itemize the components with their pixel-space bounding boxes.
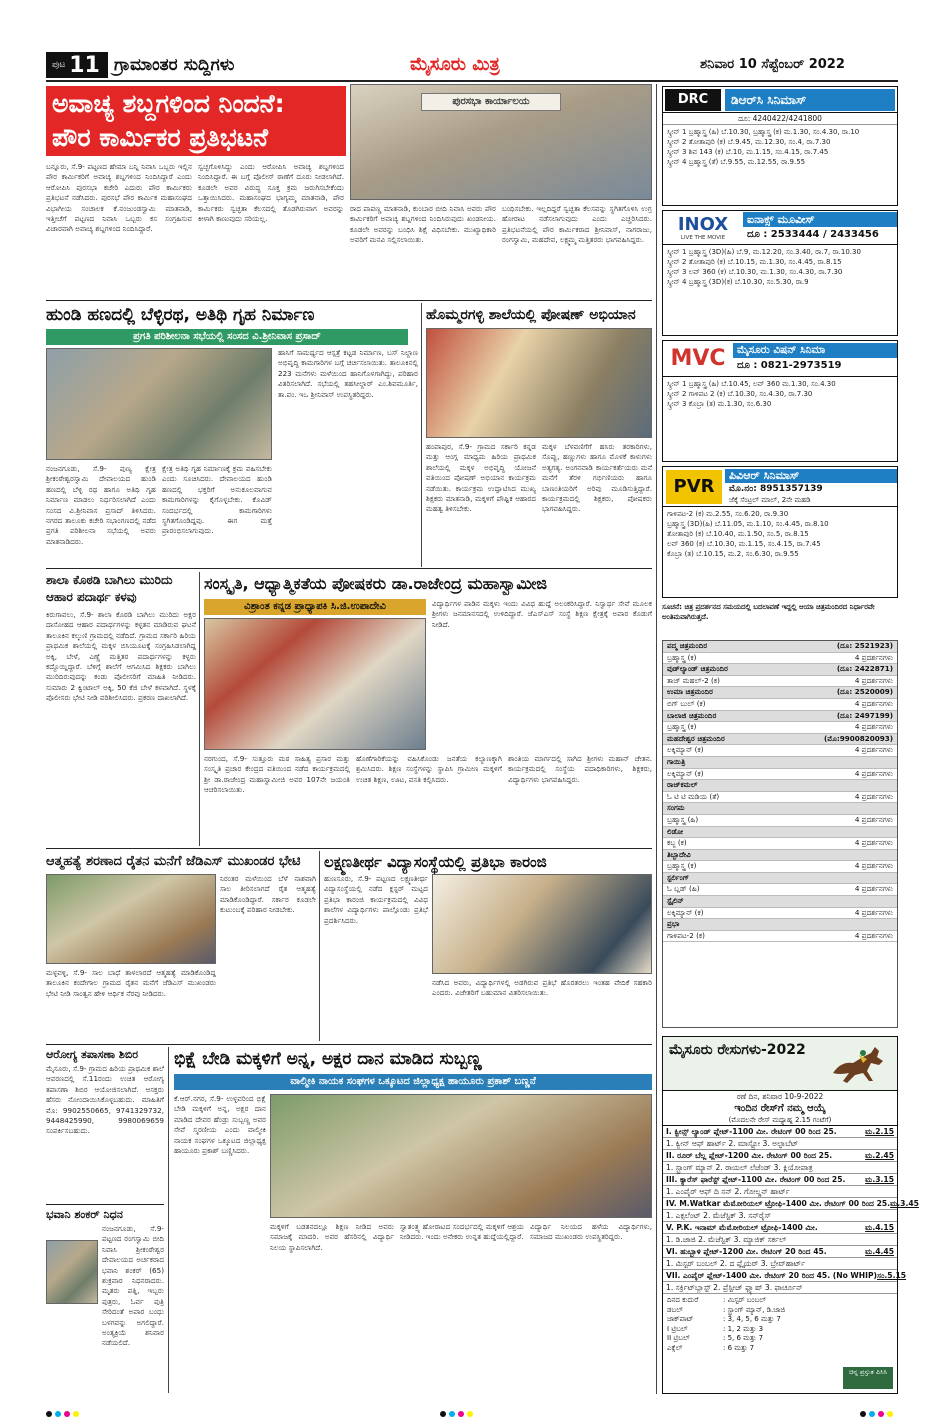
theatre-name: ತಿಬ್ಬಾದೇವಿ <box>667 849 691 859</box>
cinema-notice: ಸೂಚನೆ: ಚಿತ್ರ ಪ್ರದರ್ಶನದ ಸಮಯದಲ್ಲಿ ಬದಲಾವಣೆ ಇದ್ದಲ್ಲಿ ಆಯಾ ಚಿತ್ರಮಂದಿರದ ನಿರ್ಧಾರವೇ ಅಂತಿಮವಾಗಿರುತ್ತದೆ. <box>662 603 875 621</box>
story2-banner: ಪ್ರಗತಿ ಪರಿಶೀಲನಾ ಸಭೆಯಲ್ಲಿ ಸಂಸದ ವಿ.ಶ್ರೀನಿವಾಸ ಪ್ರಸಾದ್ <box>46 329 408 345</box>
theatre-name: ಬಾಲಾಜಿ ಚಿತ್ರಮಂದಿರ <box>667 710 717 720</box>
drc-logo: DRC <box>665 89 721 111</box>
story9-headline: ಭವಾನಿ ಶಂಕರ್ ನಿಧನ <box>46 1208 123 1221</box>
race-footer-label: ಜಾಕ್‌ಪಾಟ್ <box>667 1315 694 1323</box>
race-footer-value: : 6 ಮತ್ತು 7 <box>723 1343 755 1352</box>
theatre-show-row <box>663 769 897 781</box>
race-time: ಮ.2.45 <box>865 1151 894 1160</box>
show-count: 4 ಪ್ರದರ್ಶನಗಳು <box>854 768 893 778</box>
race-name: III. ಕ್ಯಾರೆಸ್ ಫಾರೆಸ್ಟ್ ಪ್ಲೇಟ್-1100 ಮೀ. ರೇಟಿಂಗ್ 00 ರಿಂದ 25. <box>666 1175 846 1184</box>
mvc-name: ಮೈಸೂರು ವಿಷನ್ ಸಿನಿಮಾ <box>733 343 897 358</box>
story1-col2: ಸ್ವಚ್ಛಗೊಳಿಸಿದ್ದು ಎಂದು ಆರೋಪಿಸಿ ಅವಾಚ್ಯ ಶಬ್ದಗಳಿಂದ ನಿಂದಿಸಿದ್ದಾರೆ. ಈ ಬಗ್ಗೆ ಪೊಲೀಸ್ ಠಾಣೆಗೆ ದೂರು ನೀಡಲಾಗಿದೆ. ಕೂಡಲೇ ಅವರ ವಿರುದ್ಧ ಸೂಕ್ತ ಕ್ರಮ ಜರುಗಿಸಬೇಕೆಂದು ಒತ್ತಾಯಿಸಿದರು. ಮಹಾಸಂಘದ ಭಾಗ್ಯಮ್ಮ ಮಾತನಾಡಿ, ಪೌರ ಕಾರ್ಮಿಕರು ಸ್ವಚ್ಛತಾ ಕೆಲಸದಲ್ಲಿ ತೊಡಗಿರುವಾಗ ಅವರನ್ನು ಕೀಳಾಗಿ ಕಾಣುವುದು ಸರಿಯಲ್ಲ. <box>198 162 344 224</box>
race-box <box>662 1036 919 1394</box>
race-footer-label: II ಟ್ರಿಬಲ್ <box>667 1334 690 1342</box>
story2-col3: ಹಾಸಿಗೆ ಸಾಮರ್ಥ್ಯದ ಆಸ್ಪತ್ರೆ ಕಟ್ಟಡ ನಿರ್ಮಾಣ, ಬಸ್ ನಿಲ್ದಾಣ ಅಭಿವೃದ್ಧಿ ಕಾಮಗಾರಿಗಳ ಬಗ್ಗೆ ಚರ್ಚಿಸಲಾಯಿತು. ತಾಲೂಕಿನಲ್ಲಿ 223 ಮನೆಗಳು ಮಳೆಯಿಂದ ಹಾನಿಗೊಳಗಾಗಿದ್ದು, ಪರಿಹಾರ ವಿತರಿಸಲಾಗಿದೆ. ಸಭೆಯಲ್ಲಿ ತಹಸೀಲ್ದಾರ್ ಎಂ.ಶಿವಮೂರ್ತಿ, ತಾ.ಪಂ. ಇಒ ಶ್ರೀನಿವಾಸ್ ಉಪಸ್ಥಿತರಿದ್ದರು. <box>278 348 418 399</box>
film-title: ಓ ಟಿ ಟಿ ಮಡಿಯ (ತೆ) <box>667 791 720 801</box>
show-count: 4 ಪ್ರದರ್ಶನಗಳು <box>854 861 893 871</box>
film-title: ಓ ಬ್ಲಡ್ (ಹಿ) <box>667 884 700 894</box>
race-picks: 1. ಕ್ವೀನ್ ಆಫ್ ಹಾರ್ಟ್ 2. ಮಾಸ್ಟ್ರೋ 3. ಅಲ್ಫಾಬೆಟ್ <box>663 1138 897 1150</box>
mvc-line: ಸ್ಕ್ರೀನ್ 2 ಗಾಳಿಪಟ 2 (ಕ) ಬೆ.10.30, ಸಂ.4.30, ರಾ.7.30 <box>667 390 813 398</box>
race-footer-label: ಎಕ್ಸೆಲ್ <box>667 1343 683 1352</box>
race-title-row <box>663 1126 897 1138</box>
story10-banner: ವಾಲ್ಮೀಕಿ ನಾಯಕ ಸಂಘಗಳ ಒಕ್ಕೂಟದ ಜಿಲ್ಲಾಧ್ಯಕ್ಷ ಹಾಯೂರು ಪ್ರಕಾಶ್ ಬಣ್ಣನೆ <box>174 1074 652 1090</box>
show-count: 4 ಪ್ರದರ್ಶನಗಳು <box>854 884 893 894</box>
theatre-show-row <box>663 653 897 665</box>
race-footer-row <box>667 1325 893 1335</box>
story2-headline: ಹುಂಡಿ ಹಣದಲ್ಲಿ ಬೆಳ್ಳಿರಥ, ಅತಿಥಿ ಗೃಹ ನಿರ್ಮಾಣ <box>46 305 315 325</box>
drc-line: ಸ್ಕ್ರೀನ್ 2 ತೋತಾಪುರಿ (ಕ) ಬೆ.9.45, ಮ.12.30, ಸಂ.4, ರಾ.7.30 <box>667 138 831 146</box>
story1-headline-box <box>46 86 346 156</box>
race-picks: 1. ಎಕ್ಸಲೆಂಟ್ 2. ಮೆಜೆಸ್ಟಿಕ್ 3. ಸನ್‌ರೈಸ್ <box>663 1210 897 1222</box>
story2-col1: ನಂಜನಗೂಡು, ಸೆ.9- ಪುಣ್ಯ ಕ್ಷೇತ್ರ ಶ್ರೀಕಂಠೇಶ್ವರಸ್ವಾಮಿ ದೇವಾಲಯದ ಹುಂಡಿ ಹಣದಲ್ಲಿ ಬೆಳ್ಳಿ ರಥ ಹಾಗೂ ಅತಿಥಿ ಗೃಹ ನಿರ್ಮಾಣ ಮಾಡಲು ನಿರ್ಧರಿಸಲಾಗಿದೆ ಎಂದು ಸಂಸದ ವಿ.ಶ್ರೀನಿವಾಸ ಪ್ರಸಾದ್ ತಿಳಿಸಿದರು. ನಗರದ ತಾಲೂಕು ಕಚೇರಿ ಸಭಾಂಗಣದಲ್ಲಿ ನಡೆದ ಪ್ರಗತಿ ಪರಿಶೀಲನಾ ಸಭೆಯಲ್ಲಿ ಅವರು ಮಾತನಾಡಿದರು. <box>46 464 156 546</box>
pvr-line: ಗಾಳಿಪಟ-2 (ಕ) ಮ.2.55, ಸಂ.6.20, ರಾ.9.30 <box>667 510 789 518</box>
story2-photo <box>46 348 272 460</box>
story10-col3: ಸ್ವಾತಂತ್ರ್ಯ ಹೋರಾಟದ ಸಂದರ್ಭದಲ್ಲಿ ಮಕ್ಕಳಿಗೆ ಆಶ್ರಯ ನೀಡಿದರು. ಇಂದು ಅನೇಕರು ಉನ್ನತ ಹುದ್ದೆಯಲ್ಲಿದ್ದಾರೆ. <box>400 1222 524 1242</box>
inox-tagline: LIVE THE MOVIE <box>680 234 726 241</box>
race-title-row <box>663 1174 897 1186</box>
race-footer-label: ದಿನದ ಕುದುರೆ <box>667 1296 699 1304</box>
theatre-name: ಸ್ಟರ್ಲಿಂಗ್ <box>667 872 690 882</box>
registration-marks-right <box>860 1402 896 1421</box>
race-time: ಮ.4.15 <box>865 1223 894 1232</box>
race-title: ಮೈಸೂರು ರೇಸುಗಳು-2022 <box>669 1042 806 1058</box>
pvr-line: ಲವ್ 360 (ಕ) ಬೆ.10.30, ಮ.1.15, ಸಂ.4.15, ರಾ.7.45 <box>667 540 821 548</box>
divider <box>46 1204 164 1205</box>
page-label: ಪುಟ <box>52 60 66 70</box>
theatre-header <box>663 734 897 746</box>
theatre-header <box>663 664 897 676</box>
race-tips: ಇಂದಿನ ರೇಸ್‌ಗೆ ನಮ್ಮ ಆಯ್ಕೆ <box>734 1103 826 1114</box>
story8-body: ಮೈಸೂರು, ಸೆ.9- ಗ್ರಾಮದ ಹಿರಿಯ ಪ್ರಾಥಮಿಕ ಶಾಲೆ ಆವರಣದಲ್ಲಿ ಸೆ.11ರಂದು ಉಚಿತ ಆರೋಗ್ಯ ತಪಾಸಣಾ ಶಿಬಿರ ಆಯೋಜಿಸಲಾಗಿದೆ. ಆಸಕ್ತರು ಹೆಸರು ನೋಂದಾಯಿಸಿಕೊಳ್ಳಬಹುದು. ಮಾಹಿತಿಗೆ ಮೊ: 9902550665, 9741329732, 9448425990, 9980069659 ಸಂಪರ್ಕಿಸಬಹುದು. <box>46 1064 164 1136</box>
inox-line: ಸ್ಕ್ರೀನ್ 2 ತೋತಾಪುರಿ (ಕ) ಬೆ.10.15, ಮ.1.30, ಸಂ.4.45, ರಾ.8.15 <box>667 258 842 266</box>
mvc-line: ಸ್ಕ್ರೀನ್ 3 ಕೊಬ್ರಾ (ತ) ಮ.1.30, ಸಂ.6.30 <box>667 400 772 408</box>
page-number: 11 <box>69 52 100 78</box>
photo-sign: ಪುರಸಭಾ ಕಾರ್ಯಾಲಯ <box>421 93 561 111</box>
race-time: ಸಂ.5.15 <box>877 1271 907 1280</box>
theatre-header <box>663 896 897 908</box>
theatre-show-row <box>663 908 897 920</box>
theatre-header <box>663 780 897 792</box>
mvc-ad <box>662 340 898 462</box>
show-count: 4 ಪ್ರದರ್ಶನಗಳು <box>854 814 893 824</box>
story10-col2: ಮಕ್ಕಳಿಗೆ ಬಡತನದಲ್ಲೂ ಶಿಕ್ಷಣ ನೀಡಿದ ಅವರು ಸಮಾಜಕ್ಕೆ ಮಾದರಿ. ಅವರ ಹೆಸರಿನಲ್ಲಿ ವಿದ್ಯಾರ್ಥಿ ನಿಲಯ ಸ್ಥಾಪಿಸಲಾಗಿದೆ. <box>270 1222 394 1252</box>
film-title: ಬ್ರಹ್ಮಾಸ್ತ್ರ (ಕ) <box>667 722 697 732</box>
theatre-header <box>663 827 897 839</box>
theatre-name: ಸಂಗಮ <box>667 803 685 813</box>
theatre-header <box>663 803 897 815</box>
column-divider <box>319 851 320 1041</box>
race-name: VI. ಹುಬ್ಬಾಳಿ ಪ್ಲೇಟ್-1200 ಮೀ. ರೇಟಿಂಗ್ 20 ರಿಂದ 45. <box>666 1247 827 1256</box>
registration-marks-mid <box>440 1402 476 1421</box>
mvc-line: ಸ್ಕ್ರೀನ್ 1 ಬ್ರಹ್ಮಾಸ್ತ್ರ (ಹಿ) ಬೆ.10.45, ಲವ್ 360 ಮ.1.30, ಸಂ.4.30 <box>667 380 836 388</box>
race-footer-label: I ಟ್ರಿಬಲ್ <box>667 1324 688 1333</box>
show-count: 4 ಪ್ರದರ್ಶನಗಳು <box>854 838 893 848</box>
theatre-show-row <box>663 699 897 711</box>
theatre-show-row <box>663 676 897 688</box>
divider <box>46 568 652 569</box>
theatre-phone: (ದೂ: 2520009) <box>836 687 893 697</box>
theatre-name: ಸ್ಟೈಲಿನ್ <box>667 896 684 906</box>
film-title: ಗಾಳಿಪಟ-2 (ಕ) <box>667 930 705 940</box>
story7-col2: ನಡೆಸಿದ ಅವರು, ವಿದ್ಯಾರ್ಥಿಗಳಲ್ಲಿ ಅಡಗಿರುವ ಪ್ರತಿಭೆ ಹೊರತರಲು ಇಂತಹ ವೇದಿಕೆ ಸಹಕಾರಿ ಎಂದರು. ವಿಜೇತರಿಗೆ ಬಹುಮಾನ ವಿತರಿಸಲಾಯಿತು. <box>432 978 652 998</box>
story5-col4: ಶಾಂತಿಯ ಮಾರ್ಗದಲ್ಲಿ ಸಾಗಿದ ಶ್ರೀಗಳು ಮಹಾನ್ ಚೇತನ. ಕಾರ್ಯಕ್ರಮದಲ್ಲಿ ಸಂಸ್ಥೆಯ ಪದಾಧಿಕಾರಿಗಳು, ಶಿಕ್ಷಕರು, ವಿದ್ಯಾರ್ಥಿಗಳು ಭಾಗವಹಿಸಿದ್ದರು. <box>508 754 652 784</box>
issue-date: ಶನಿವಾರ 10 ಸೆಪ್ಟೆಂಬರ್ 2022 <box>700 57 845 72</box>
show-count: 4 ಪ್ರದರ್ಶನಗಳು <box>854 652 893 662</box>
story5-photo <box>204 618 426 750</box>
masthead-rule <box>46 80 898 82</box>
race-title-row <box>663 1198 919 1210</box>
drc-ad <box>662 86 898 206</box>
theatre-header <box>663 641 897 653</box>
story6-col2: ನಿರಂತರ ಮಳೆಯಿಂದ ಬೆಳೆ ನಾಶವಾಗಿ ಸಾಲ ತೀರಿಸಲಾಗದೆ ರೈತ ಆತ್ಮಹತ್ಯೆ ಮಾಡಿಕೊಂಡಿದ್ದಾರೆ. ಸರ್ಕಾರ ಕೂಡಲೇ ಕುಟುಂಬಕ್ಕೆ ಪರಿಹಾರ ನೀಡಬೇಕು. <box>220 874 316 915</box>
film-title: ಬ್ರಹ್ಮಾಸ್ತ್ರ (ಹಿ) <box>667 814 699 824</box>
story5-col3: ಹೊಣೆಗಾರಿಕೆಯನ್ನು ವಹಿಸಿಕೊಂಡು ಜನತೆಯ ಕಲ್ಯಾಣಕ್ಕಾಗಿ ಶ್ರಮಿಸಿದರು. ಶಿಕ್ಷಣ ಸಂಸ್ಥೆಗಳನ್ನು ಸ್ಥಾಪಿಸಿ ಗ್ರಾಮೀಣ ಮಕ್ಕಳಿಗೆ ಉಚಿತ ಶಿಕ್ಷಣ, ಊಟ, ವಸತಿ ಕಲ್ಪಿಸಿದರು. <box>356 754 502 784</box>
drc-line: ಸ್ಕ್ರೀನ್ 4 ಬ್ರಹ್ಮಾಸ್ತ್ರ (ತೆ) ಬೆ.9.55, ಮ.12.55, ರಾ.9.55 <box>667 158 806 166</box>
inox-line: ಸ್ಕ್ರೀನ್ 1 ಬ್ರಹ್ಮಾಸ್ತ್ರ (3D)(ಹಿ) ಬೆ.9, ಮ.12.20, ಸಂ.3.40, ರಾ.7, ರಾ.10.30 <box>667 248 861 256</box>
theatre-name: ಪ್ರಭಾ <box>667 919 680 929</box>
story1-photo <box>350 84 652 200</box>
story4-body: ಕಿರುಗಾವಲು, ಸೆ.9- ಶಾಲಾ ಕೊಠಡಿ ಬಾಗಿಲು ಮುರಿದು ಅಕ್ಷರ ದಾಸೋಹದ ಆಹಾರ ಪದಾರ್ಥಗಳನ್ನು ಕಳ್ಳತನ ಮಾಡಿರುವ ಘಟನೆ ತಾಲೂಕಿನ ಕಲ್ಕುಣಿ ಗ್ರಾಮದಲ್ಲಿ ನಡೆದಿದೆ. ಗ್ರಾಮದ ಸರ್ಕಾರಿ ಹಿರಿಯ ಪ್ರಾಥಮಿಕ ಶಾಲೆಯಲ್ಲಿ ಮಕ್ಕಳ ಬಿಸಿಯೂಟಕ್ಕೆ ಸಂಗ್ರಹಿಸಿಡಲಾಗಿದ್ದ ಅಕ್ಕಿ, ಬೇಳೆ, ಎಣ್ಣೆ ಮತ್ತಿತರ ಪದಾರ್ಥಗಳನ್ನು ಕಳ್ಳರು ಕದ್ದೊಯ್ದಿದ್ದಾರೆ. ಬೆಳಿಗ್ಗೆ ಶಾಲೆಗೆ ಆಗಮಿಸಿದ ಶಿಕ್ಷಕರು ಬಾಗಿಲು ಮುರಿದಿರುವುದನ್ನು ಕಂಡು ಪೊಲೀಸರಿಗೆ ಮಾಹಿತಿ ನೀಡಿದರು. ಸುಮಾರು 2 ಕ್ವಿಂಟಾಲ್ ಅಕ್ಕಿ, 50 ಕೆಜಿ ಬೇಳೆ ಕಳವಾಗಿದೆ. ಸ್ಥಳಕ್ಕೆ ಪೊಲೀಸರು ಭೇಟಿ ನೀಡಿ ಪರಿಶೀಲಿಸಿದರು. ಪ್ರಕರಣ ದಾಖಲಾಗಿದೆ. <box>46 610 196 703</box>
theatre-header <box>663 711 897 723</box>
theatre-header <box>663 757 897 769</box>
inox-line: ಸ್ಕ್ರೀನ್ 3 ಲವ್ 360 (ಕ) ಬೆ.10.30, ಮ.1.30, ಸಂ.4.30, ರಾ.7.30 <box>667 268 843 276</box>
theatre-show-row <box>663 884 897 896</box>
race-footer-value: : ಮಿಸ್ಟರ್ ಬಂಬಲ್ <box>723 1296 767 1304</box>
pvr-line: ಬ್ರಹ್ಮಾಸ್ತ್ರ (3D)(ಹಿ) ಬೆ.11.05, ಮ.1.10, ಸಂ.4.45, ರಾ.8.10 <box>667 520 829 528</box>
race-name: IV. M.Watkar ಮೆಮೋರಿಯಲ್ ಟ್ರೋಫಿ-1400 ಮೀ. ರೇಟಿಂಗ್ 00 ರಿಂದ 25. <box>666 1199 891 1208</box>
race-footer-row <box>667 1315 893 1325</box>
drc-line: ಸ್ಕ್ರೀನ್ 1 ಬ್ರಹ್ಮಾಸ್ತ್ರ (ಹಿ) ಬೆ.10.30, ಬ್ರಹ್ಮಾಸ್ತ್ರ (ಕ) ಮ.1.30, ಸಂ.4.30, ರಾ.10 <box>667 128 860 136</box>
race-picks: 1. ಡಿ.ಜಾಜಿ 2. ಮೆಜೆಸ್ಟಿಕ್ 3. ಮ್ಯಾಜಿಕ್ ಸರ್ಕಲ್ <box>663 1234 897 1246</box>
film-title: ಲಕ್ಕಿಮ್ಯಾನ್ (ಕ) <box>667 907 704 917</box>
drc-listing <box>663 125 897 169</box>
race-time: ಮ.2.15 <box>865 1127 894 1136</box>
film-title: ಬಿಗ್ ಬುಲ್ (ಕ) <box>667 698 706 708</box>
theatre-header <box>663 687 897 699</box>
story7-headline: ಲಕ್ಷ್ಮಣತೀರ್ಥ ವಿದ್ಯಾಸಂಸ್ಥೆಯಲ್ಲಿ ಪ್ರತಿಭಾ ಕಾರಂಜಿ <box>324 853 547 871</box>
pvr-name: ಪಿವಿಆರ್ ಸಿನಿಮಾಸ್ <box>725 469 897 483</box>
story6-photo <box>46 874 216 964</box>
race-name: VII. ಎಂಪೈರ್ ಪ್ಲೇಟ್-1400 ಮೀ. ರೇಟಿಂಗ್ 20 ರಿಂದ 45. (No WHIP) <box>666 1271 878 1280</box>
story10-headline: ಭಿಕ್ಷೆ ಬೇಡಿ ಮಕ್ಕಳಿಗೆ ಅನ್ನ, ಅಕ್ಷರ ದಾನ ಮಾಡಿದ ಸುಬ್ಬಣ್ಣ <box>174 1049 482 1069</box>
cinema-column-divider <box>656 84 657 1394</box>
theatre-phone: (ದೂ: 2422871) <box>836 664 893 674</box>
theatre-name: ವುಡ್‌ಲ್ಯಾಂಡ್ ಚಿತ್ರಮಂದಿರ <box>667 664 728 674</box>
mvc-logo: MVC <box>670 346 726 371</box>
race-footer-value: : 3, 4, 5, 6 ಮತ್ತು 7 <box>723 1315 781 1323</box>
theatre-name: ಗಾಯಿತ್ರಿ <box>667 756 686 766</box>
horse-icon <box>827 1043 891 1085</box>
race-name: V. P.K. ಇನಾಮ್ ಮೆಮೋರಿಯಲ್ ಟ್ರೋಫಿ-1400 ಮೀ. <box>666 1223 818 1232</box>
show-count: 4 ಪ್ರದರ್ಶನಗಳು <box>854 745 893 755</box>
story9-body: ನಂಜನಗೂಡು, ಸೆ.9- ಪಟ್ಟಣದ ರಂಗಸ್ವಾಮಿ ಬೀದಿ ನಿವಾಸಿ ಶ್ರೀಕಂಠೇಶ್ವರ ದೇವಾಲಯದ ಅರ್ಚಕರಾದ ಭವಾನಿ ಶಂಕರ್ (65) ಶುಕ್ರವಾರ ನಿಧನರಾದರು. ಮೃತರು ಪತ್ನಿ, ಇಬ್ಬರು ಪುತ್ರರು, ಓರ್ವ ಪುತ್ರಿ ಸೇರಿದಂತೆ ಅಪಾರ ಬಂಧು ಬಳಗವನ್ನು ಅಗಲಿದ್ದಾರೆ. ಅಂತ್ಯಕ್ರಿಯೆ ಶನಿವಾರ ನಡೆಯಲಿದೆ. <box>102 1224 164 1348</box>
show-count: 4 ಪ್ರದರ್ಶನಗಳು <box>854 675 893 685</box>
race-footer-row <box>667 1344 893 1354</box>
race-picks: 1. ಸ್ಟ್ರಾಂಗ್ ಮ್ಯಾನ್ 2. ರಾಯಲ್ ಲೆಜೆಂಡ್ 3. ಕ್ಲಿಯೋಪಾತ್ರ <box>663 1162 897 1174</box>
race-sub: ರಣೆ ದಿನ, ಶನಿವಾರ 10-9-2022 <box>736 1092 824 1101</box>
race-picks: 1. ಸರ್ಕ್ರಿಟ್‌ಬ್ಲಾಸ್ಟ್ 2. ಪ್ರೆಸ್ಟೀಜ್ ಫ್ಲ್ಯಾಷ್ 3. ಫಾರ್ಚೂನ್ <box>663 1282 897 1294</box>
inox-logo: INOX <box>677 213 729 235</box>
theatre-show-row <box>663 745 897 757</box>
race-time: ಮ.3.15 <box>865 1175 894 1184</box>
show-count: 4 ಪ್ರದರ್ಶನಗಳು <box>854 791 893 801</box>
divider <box>46 848 652 849</box>
race-footer-row <box>667 1334 893 1344</box>
race-badge: ಚಿನ್ನ ಪ್ರಸ್ತುತ ಪಿಸಿಸಿ <box>843 1367 893 1389</box>
pvr-phone: ಮೊ.ನಂ: 8951357139 <box>729 483 823 494</box>
story7-col1: ಹುಣಸೂರು, ಸೆ.9- ಪಟ್ಟಣದ ಲಕ್ಷ್ಮಣತೀರ್ಥ ವಿದ್ಯಾಸಂಸ್ಥೆಯಲ್ಲಿ ನಡೆದ ಕ್ಲಸ್ಟರ್ ಮಟ್ಟದ ಪ್ರತಿಭಾ ಕಾರಂಜಿ ಕಾರ್ಯಕ್ರಮದಲ್ಲಿ ವಿವಿಧ ಶಾಲೆಗಳ ವಿದ್ಯಾರ್ಥಿಗಳು ಪಾಲ್ಗೊಂಡು ಪ್ರತಿಭೆ ಪ್ರದರ್ಶಿಸಿದರು. <box>324 874 428 925</box>
story5-headline: ಸಂಸ್ಕೃತಿ, ಆಧ್ಯಾತ್ಮಿಕತೆಯ ಪೋಷಕರು ಡಾ.ರಾಜೇಂದ್ರ ಮಹಾಸ್ವಾಮೀಜಿ <box>204 574 548 593</box>
show-count: 4 ಪ್ರದರ್ಶನಗಳು <box>854 698 893 708</box>
story3-headline: ಹೊಮ್ಮರಗಳ್ಳಿ ಶಾಲೆಯಲ್ಲಿ ಪೋಷಣ್ ಅಭಿಯಾನ <box>426 307 636 323</box>
race-start: (ಮೊದಲನೇ ರೇಸ್ ಮಧ್ಯಾಹ್ನ 2.15 ಗಂಟೆಗೆ) <box>663 1115 897 1126</box>
race-rows <box>663 1126 919 1294</box>
story1-col4: ಬಂಧಿಸಬೇಕು. ಇಲ್ಲದಿದ್ದರೆ ಸ್ವಚ್ಛತಾ ಕೆಲಸವನ್ನು ಸ್ಥಗಿತಗೊಳಿಸಿ ಉಗ್ರ ಹೋರಾಟ ನಡೆಸಲಾಗುವುದು ಎಂದು ಎಚ್ಚರಿಸಿದರು. ಪ್ರತಿಭಟನೆಯಲ್ಲಿ ಪೌರ ಕಾರ್ಮಿಕರಾದ ಶ್ರೀನಿವಾಸ್, ನಾಗರಾಜು, ರಂಗಸ್ವಾಮಿ, ಮಹದೇವ, ಲಕ್ಷ್ಮಮ್ಮ ಮತ್ತಿತರರು ಭಾಗವಹಿಸಿದ್ದರು. <box>502 204 652 245</box>
story10-col1: ಕೆ.ಆರ್.ನಗರ, ಸೆ.9- ಉಳ್ಳವರಿಂದ ಭಿಕ್ಷೆ ಬೇಡಿ ಮಕ್ಕಳಿಗೆ ಅನ್ನ, ಅಕ್ಷರ ದಾನ ಮಾಡಿದ ದೇವರ ಹೆಂಡ್ರು ಸುಬ್ಬಣ್ಣ ಅವರ ಸೇವೆ ಸ್ಮರಣೀಯ ಎಂದು ವಾಲ್ಮೀಕಿ ನಾಯಕ ಸಂಘಗಳ ಒಕ್ಕೂಟದ ಜಿಲ್ಲಾಧ್ಯಕ್ಷ ಹಾಯೂರು ಪ್ರಕಾಶ್ ಬಣ್ಣಿಸಿದರು. <box>174 1094 266 1156</box>
theatre-name: ಉಮಾ ಚಿತ್ರಮಂದಿರ <box>667 687 713 697</box>
race-picks: 1. ಎಂಪೈರ್ ಆಫ್ ದಿ ಸನ್ 2. ಗೋಲ್ಡನ್ ಹಾರ್ಟ್ <box>663 1186 897 1198</box>
drc-line: ಸ್ಕ್ರೀನ್ 3 ಶಿವ 143 (ಕ) ಬೆ.10, ಮ.1.15, ಸಂ.4.15, ರಾ.7.45 <box>667 148 829 156</box>
theatre-name: ಪದ್ಮ ಚಿತ್ರಮಂದಿರ <box>667 641 708 650</box>
column-divider <box>168 1047 169 1393</box>
drc-name: ಡಿಆರ್‌ಸಿ ಸಿನಿಮಾಸ್ <box>725 89 895 111</box>
race-time: ಮ.3.45 <box>890 1199 919 1208</box>
story2-col2: ಕ್ಷೇತ್ರ ಅತಿಥಿ ಗೃಹ ನಿರ್ಮಾಣಕ್ಕೆ ಕ್ರಮ ವಹಿಸಬೇಕು ಎಂದು ಸೂಚಿಸಿದರು. ದೇವಾಲಯದ ಹುಂಡಿ ಹಣದಲ್ಲಿ ಭಕ್ತರಿಗೆ ಅನುಕೂಲವಾಗುವ ಕಾಮಗಾರಿಗಳನ್ನು ಕೈಗೊಳ್ಳಬೇಕು. ಕೊವಿಡ್ ಸಂದರ್ಭದಲ್ಲಿ ಕಾಮಗಾರಿಗಳು ಸ್ಥಗಿತಗೊಂಡಿದ್ದವು. ಈಗ ಮತ್ತೆ ಪ್ರಾರಂಭಿಸಲಾಗುವುದು. <box>162 464 272 536</box>
pvr-line: ಕೊಬ್ರಾ (ತ) ಬೆ.10.15, ಮ.2, ಸಂ.6.30, ರಾ.9.55 <box>667 550 799 558</box>
story3-col2: ಮಕ್ಕಳ ಬೆಳವಣಿಗೆಗೆ ಹಸಿರು ತರಕಾರಿಗಳು, ಸೊಪ್ಪು, ಹಣ್ಣುಗಳು ಹಾಗೂ ಮೊಳಕೆ ಕಾಳುಗಳು ಅತ್ಯಗತ್ಯ. ಅಂಗನವಾಡಿ ಕಾರ್ಯಕರ್ತೆಯರು ಮನೆ ಮನೆಗೆ ತೆರಳಿ ಗರ್ಭಿಣಿಯರು ಹಾಗೂ ಬಾಣಂತಿಯರಿಗೆ ಅರಿವು ಮೂಡಿಸುತ್ತಿದ್ದಾರೆ. ಕಾರ್ಯಕ್ರಮದಲ್ಲಿ ಶಿಕ್ಷಕರು, ಪೋಷಕರು ಭಾಗವಹಿಸಿದ್ದರು. <box>542 442 652 514</box>
page-number-badge <box>46 52 108 78</box>
story3-col1: ಹಂಪಾಪುರ, ಸೆ.9- ಗ್ರಾಮದ ಸರ್ಕಾರಿ ಕನ್ನಡ ಮತ್ತು ಆಂಗ್ಲ ಮಾಧ್ಯಮ ಹಿರಿಯ ಪ್ರಾಥಮಿಕ ಶಾಲೆಯಲ್ಲಿ ಮಕ್ಕಳ ಅಭಿವೃದ್ಧಿ ಯೋಜನೆ ವತಿಯಿಂದ ಪೋಷಣ್ ಅಭಿಯಾನ ಕಾರ್ಯಕ್ರಮ ನಡೆಯಿತು. ಕಾರ್ಯಕ್ರಮ ಉದ್ಘಾಟಿಸಿದ ಮುಖ್ಯ ಶಿಕ್ಷಕರು ಮಾತನಾಡಿ, ಮಕ್ಕಳಿಗೆ ಪೌಷ್ಟಿಕ ಆಹಾರದ ಮಹತ್ವ ತಿಳಿಸಬೇಕು. <box>426 442 536 514</box>
story6-col1: ಮಳ್ಳವಳ್ಳಿ, ಸೆ.9- ಸಾಲ ಬಾಧೆ ತಾಳಲಾರದೆ ಆತ್ಮಹತ್ಯೆ ಮಾಡಿಕೊಂಡಿದ್ದ ತಾಲೂಕಿನ ಕಂದೇಗಾಲ ಗ್ರಾಮದ ರೈತನ ಮನೆಗೆ ಜೆಡಿಎಸ್ ಮುಖಂಡರು ಭೇಟಿ ನೀಡಿ ಸಾಂತ್ವನ ಹೇಳಿ ಆರ್ಥಿಕ ನೆರವು ನೀಡಿದರು. <box>46 968 216 998</box>
race-name: I. ಕ್ವೀನ್ಸ್ ಲ್ಯಾಂಡ್ ಪ್ಲೇಟ್-1100 ಮೀ. ರೇಟಿಂಗ್ 00 ರಿಂದ 25. <box>666 1127 837 1136</box>
pvr-ad <box>662 466 898 598</box>
film-title: ತಾಜ್ ಮಹಲ್-2 (ಕ) <box>667 675 720 685</box>
race-title-row <box>663 1270 907 1282</box>
theatre-phone: (ಮೊ:9900820093) <box>824 733 893 743</box>
column-divider <box>199 572 200 846</box>
story7-photo <box>432 874 652 974</box>
story8-headline: ಆರೋಗ್ಯ ತಪಾಸಣಾ ಶಿಬಿರ <box>46 1048 139 1061</box>
column-divider <box>421 303 422 567</box>
theatre-show-row <box>663 838 897 850</box>
paper-name: ಮೈಸೂರು ಮಿತ್ರ <box>410 54 500 75</box>
inox-name: ಐನಾಕ್ಸ್ ಮೂವೀಸ್ <box>743 212 897 227</box>
theatre-name: ಲಿಡೋ <box>667 826 684 836</box>
inox-line: ಸ್ಕ್ರೀನ್ 4 ಬ್ರಹ್ಮಾಸ್ತ್ರ (3D)(ಕ) ಬೆ.10.30, ಸಂ.5.30, ರಾ.9 <box>667 278 809 286</box>
theatre-phone: (ದೂ: 2497199) <box>836 710 893 720</box>
mvc-phone: ದೂ : 0821-2973519 <box>737 360 842 371</box>
theatre-show-row <box>663 931 897 943</box>
section-title: ಗ್ರಾಮಾಂತರ ಸುದ್ದಿಗಳು <box>114 55 235 75</box>
story1-headline-line2: ಪೌರ ಕಾರ್ಮಿಕರ ಪ್ರತಿಭಟನೆ <box>52 123 269 152</box>
inox-listing <box>663 245 897 289</box>
race-picks: 1. ಮಿಸ್ಟರ್ ಬಂಬಲ್ 2. ದ ಫ್ಲೈಯರ್ 3. ಬ್ರೇವ್‌ಹಾರ್ಟ್ <box>663 1258 897 1270</box>
race-title-row <box>663 1222 897 1234</box>
theatre-show-row <box>663 792 897 804</box>
story4-headline: ಶಾಲಾ ಕೊಠಡಿ ಬಾಗಿಲು ಮುರಿದು ಆಹಾರ ಪದಾರ್ಥ ಕಳವು <box>46 573 173 604</box>
theatre-phone: (ದೂ: 2521923) <box>836 641 893 650</box>
race-time: ಮ.4.45 <box>865 1247 894 1256</box>
theatre-name: ಮಹದೇಶ್ವರ ಚಿತ್ರಮಂದಿರ <box>667 733 725 743</box>
pvr-address: ಜೆಕ್ಕೆ ಸೆಂಟ್ರಲ್ ಮಾಲ್, 2ನೇ ಮಹಡಿ <box>729 495 811 504</box>
inox-ad <box>662 210 898 336</box>
race-footer-value: : 1, 2 ಮತ್ತು 3 <box>723 1324 764 1333</box>
mvc-listing <box>663 377 897 411</box>
film-title: ಲಕ್ಕಿಮ್ಯಾನ್ (ಕ) <box>667 768 704 778</box>
show-count: 4 ಪ್ರದರ್ಶನಗಳು <box>854 930 893 940</box>
story6-headline: ಆತ್ಮಹತ್ಯೆ ಶರಣಾದ ರೈತನ ಮನೆಗೆ ಜೆಡಿಎಸ್ ಮುಖಂಡರ ಭೇಟಿ <box>46 854 301 869</box>
theatre-list <box>662 640 898 1028</box>
story10-photo <box>270 1094 652 1218</box>
race-footer-row <box>667 1306 893 1316</box>
race-footer-row <box>667 1296 893 1306</box>
story1-col1: ಬನ್ನೂರು, ಸೆ.9- ಪಟ್ಟಣದ ಹೇಮಾ ಬನ್ನಿ ನಿವಾಸಿ ಒಬ್ಬರು ಇಲ್ಲಿನ ಪೌರ ಕಾರ್ಮಿಕರಿಗೆ ಅವಾಚ್ಯ ಶಬ್ದಗಳಿಂದ ನಿಂದಿಸಿದ್ದಾರೆ ಎಂದು ಆರೋಪಿಸಿ ಪುರಸಭಾ ಕಚೇರಿ ಎದುರು ಪೌರ ಕಾರ್ಮಿಕರು ಪ್ರತಿಭಟನೆ ನಡೆಸಿದರು. ಪುರಸಭೆ ಪೌರ ಕಾರ್ಮಿಕ ಮಹಾಸಂಘದ ವಿಭಾಗೀಯ ಸಂಚಾಲಕ ಕೆ.ನಂಜುಂಡಸ್ವಾಮಿ ಮಾತನಾಡಿ, ಇತ್ತೀಚೆಗೆ ಪಟ್ಟಣದ ನಿವಾಸಿ ಒಬ್ಬರು ಕಸ ಸಂಗ್ರಹಿಸುವ ವಿಚಾರವಾಗಿ ಅವಾಚ್ಯ ಶಬ್ದಗಳಿಂದ ನಿಂದಿಸಿದ್ದಾರೆ. <box>46 162 192 234</box>
race-footer <box>663 1294 897 1355</box>
film-title: ಲಕ್ಕಿಮ್ಯಾನ್ (ಕ) <box>667 745 704 755</box>
registration-marks-left <box>46 1402 82 1421</box>
story5-col2: ನರಗುಂದ, ಸೆ.9- ಸುತ್ತೂರು ಮಠ ಸಾಹಿತ್ಯ ಪ್ರಸಾರ ಮತ್ತು ಸಂಸ್ಕೃತಿ ಪ್ರಚಾರ ಕೇಂದ್ರದ ವತಿಯಿಂದ ನಡೆದ ಕಾರ್ಯಕ್ರಮದಲ್ಲಿ ಶ್ರೀ ಡಾ.ರಾಜೇಂದ್ರ ಮಹಾಸ್ವಾಮೀಜಿ ಅವರ 107ನೇ ಜಯಂತಿ ಆಚರಿಸಲಾಯಿತು. <box>204 754 350 795</box>
theatre-name: ರಾಜ್‌ಕಮಲ್ <box>667 780 698 790</box>
race-name: II. ರೂರ್ ಬೆಲ್ಲ ಪ್ಲೇಟ್-1200 ಮೀ. ರೇಟಿಂಗ್ 00 ರಿಂದ 25. <box>666 1151 833 1160</box>
film-title: ಕಬ್ಜ (ಕ) <box>667 838 687 848</box>
film-title: ಬ್ರಹ್ಮಾಸ್ತ್ರ (ಕ) <box>667 652 697 662</box>
theatre-header <box>663 850 897 862</box>
inox-phone: ದೂ : 2533444 / 2433456 <box>747 229 879 240</box>
pvr-logo: PVR <box>666 470 722 504</box>
story5-col1: ವಿದ್ಯಾರ್ಥಿಗಳ ಪಾಡಿನ ಮಕ್ಕಳು ಇಂದು ವಿವಿಧ ಹುದ್ದೆ ಅಲಂಕರಿಸಿದ್ದಾರೆ. ನಿಸ್ವಾರ್ಥ ಸೇವೆ ಮೂಲಕ ಶ್ರೀಗಳು ಜನಮಾನಸದಲ್ಲಿ ಉಳಿದಿದ್ದಾರೆ. ಜೆಎಸ್ಎಸ್ ಸಂಸ್ಥೆ ಶಿಕ್ಷಣ ಕ್ಷೇತ್ರಕ್ಕೆ ಅಪಾರ ಕೊಡುಗೆ ನೀಡಿದೆ. <box>432 599 652 629</box>
show-count: 4 ಪ್ರದರ್ಶನಗಳು <box>854 722 893 732</box>
theatre-show-row <box>663 861 897 873</box>
race-title-row <box>663 1150 897 1162</box>
divider <box>46 1044 652 1045</box>
drc-phone: ದೂ: 4240422/4241800 <box>663 113 897 125</box>
race-footer-value: : 5, 6 ಮತ್ತು 7 <box>723 1334 764 1342</box>
theatre-show-row <box>663 722 897 734</box>
race-footer-label: ಡಬಲ್ <box>667 1305 684 1314</box>
story10-col4: ವಿದ್ಯಾರ್ಥಿ ನಿಲಯದ ಹಳೆಯ ವಿದ್ಯಾರ್ಥಿಗಳು, ಸಮಾಜದ ಮುಖಂಡರು ಉಪಸ್ಥಿತರಿದ್ದರು. <box>530 1222 652 1242</box>
pvr-listing <box>663 507 897 561</box>
race-title-row <box>663 1246 897 1258</box>
pvr-line: ತೋತಾಪುರಿ (ಕ) ಬೆ.10.40, ಮ.1.50, ಸಂ.5, ರಾ.8.15 <box>667 530 809 538</box>
story1-col3: ರಾದ ಪಾಪಣ್ಣ ಮಾತನಾಡಿ, ಕುಂಬಾರ ಬೀದಿ ನಿವಾಸಿ ಅವರು ಪೌರ ಕಾರ್ಮಿಕರಿಗೆ ಅವಾಚ್ಯ ಶಬ್ದಗಳಿಂದ ನಿಂದಿಸಿರುವುದು ಖಂಡನೀಯ. ಕೂಡಲೇ ಅವರನ್ನು ಬಂಧಿಸಿ ಶಿಕ್ಷೆ ವಿಧಿಸಬೇಕು. ಮುಖ್ಯಾಧಿಕಾರಿ ಅವರಿಗೆ ಮನವಿ ಸಲ್ಲಿಸಲಾಯಿತು. <box>350 204 496 245</box>
theatre-header <box>663 919 897 931</box>
film-title: ಬ್ರಹ್ಮಾಸ್ತ್ರ (ಕ) <box>667 861 697 871</box>
story5-banner: ವಿಶ್ರಾಂತ ಕನ್ನಡ ಪ್ರಾಧ್ಯಾಪಕಿ ಸಿ.ಜಿ.ಉಪಾದೇವಿ <box>204 599 426 615</box>
story3-photo <box>426 328 652 438</box>
divider <box>46 300 652 301</box>
race-footer-value: : ಸ್ಟ್ರಾಂಗ್ ಮ್ಯಾನ್, ಡಿ.ಜಾಜಿ <box>723 1305 786 1314</box>
theatre-header <box>663 873 897 885</box>
theatre-show-row <box>663 815 897 827</box>
show-count: 4 ಪ್ರದರ್ಶನಗಳು <box>854 907 893 917</box>
story1-headline-line1: ಅವಾಚ್ಯ ಶಬ್ದಗಳಿಂದ ನಿಂದನೆ: <box>52 89 285 118</box>
